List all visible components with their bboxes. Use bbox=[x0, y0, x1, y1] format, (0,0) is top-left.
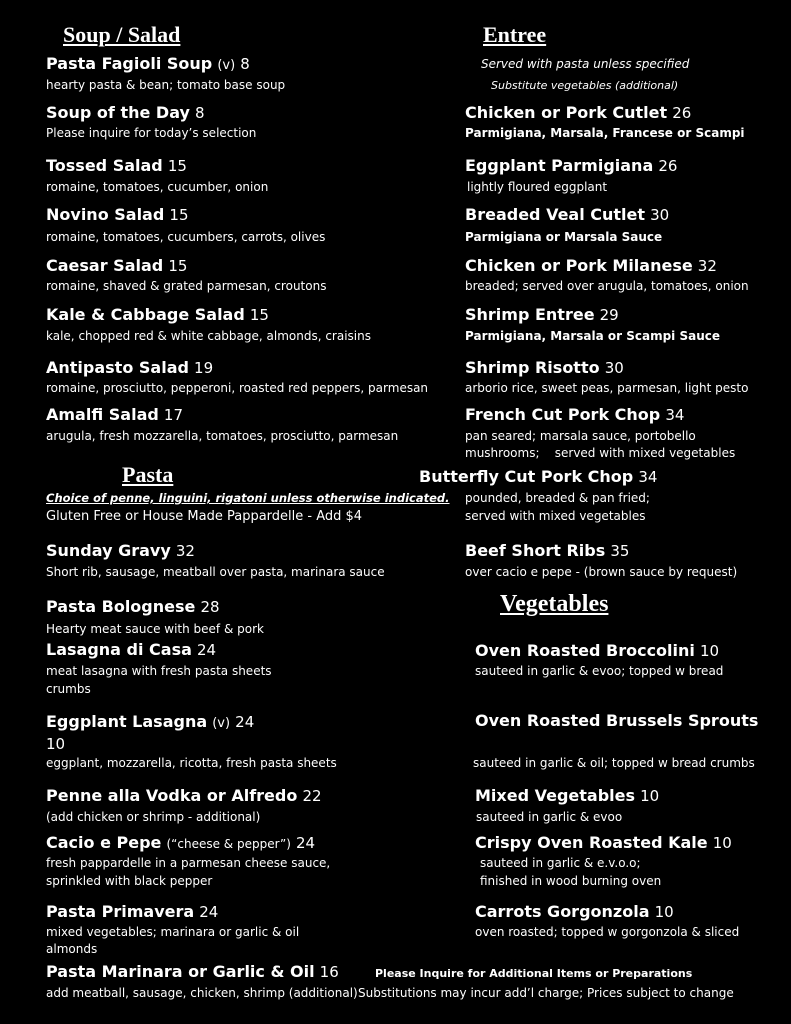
section-title-pasta: Pasta bbox=[122, 462, 174, 487]
item-description: romaine, tomatoes, cucumbers, carrots, olives bbox=[46, 230, 326, 244]
item-price: 10 bbox=[654, 903, 674, 921]
item-description: arugula, fresh mozzarella, tomatoes, prosciutto, parmesan bbox=[46, 429, 399, 443]
item-description: crumbs bbox=[46, 682, 91, 696]
item-price: 24 bbox=[296, 834, 316, 852]
item-description: mushrooms; served with mixed vegetables bbox=[465, 446, 736, 460]
item-price: 30 bbox=[604, 359, 624, 377]
item-description: mixed vegetables; marinara or garlic & oil bbox=[46, 925, 300, 939]
item-description: sauteed in garlic & e.v.o.o; bbox=[480, 856, 641, 870]
item-name: Novino Salad bbox=[46, 205, 165, 224]
item-name: Caesar Salad bbox=[46, 256, 164, 275]
menu-item bbox=[46, 597, 220, 616]
item-name: Carrots Gorgonzola bbox=[475, 902, 650, 921]
menu-item bbox=[465, 256, 717, 275]
item-price: 32 bbox=[697, 257, 717, 275]
item-price: 34 bbox=[638, 468, 658, 486]
pasta-note: Choice of penne, linguini, rigatoni unless otherwise indicated. bbox=[46, 491, 450, 505]
item-description: arborio rice, sweet peas, parmesan, light pesto bbox=[465, 381, 749, 395]
section-title-vegetables: Vegetables bbox=[500, 591, 609, 617]
menu-item bbox=[475, 711, 758, 730]
item-price: 34 bbox=[665, 406, 685, 424]
item-name: Lasagna di Casa bbox=[46, 640, 192, 659]
item-description: pounded, breaded & pan fried; bbox=[465, 491, 650, 505]
item-description: finished in wood burning oven bbox=[480, 874, 662, 888]
item-name: Antipasto Salad bbox=[46, 358, 189, 377]
item-extra: 10 bbox=[46, 735, 66, 753]
item-description: almonds bbox=[46, 942, 98, 956]
item-description: sauteed in garlic & evoo bbox=[476, 810, 623, 824]
menu-item bbox=[46, 256, 187, 275]
item-price: 26 bbox=[672, 104, 692, 122]
item-name: Pasta Primavera bbox=[46, 902, 195, 921]
item-description: served with mixed vegetables bbox=[465, 509, 646, 523]
item-description: romaine, shaved & grated parmesan, croutons bbox=[46, 279, 327, 293]
item-price: 17 bbox=[163, 406, 184, 424]
item-name: French Cut Pork Chop bbox=[465, 405, 661, 424]
item-description: fresh pappardelle in a parmesan cheese sauce, bbox=[46, 856, 331, 870]
item-description: meat lasagna with fresh pasta sheets bbox=[46, 664, 272, 678]
item-name: Mixed Vegetables bbox=[475, 786, 636, 805]
menu-item bbox=[475, 902, 674, 921]
item-name: Chicken or Pork Milanese bbox=[465, 256, 693, 275]
item-name: Oven Roasted Brussels Sprouts bbox=[475, 711, 759, 730]
section-title-soup-salad: Soup / Salad bbox=[63, 22, 181, 47]
menu-item bbox=[465, 358, 624, 377]
item-description: romaine, prosciutto, pepperoni, roasted red peppers, parmesan bbox=[46, 381, 429, 395]
entree-note: Substitute vegetables (additional) bbox=[491, 79, 679, 92]
item-name: Soup of the Day bbox=[46, 103, 190, 122]
menu-item bbox=[475, 786, 659, 805]
item-price: 10 bbox=[699, 642, 720, 660]
item-description: add meatball, sausage, chicken, shrimp (additional) bbox=[46, 986, 358, 1000]
item-price: 24 bbox=[196, 641, 217, 659]
item-price: 24 bbox=[235, 713, 255, 731]
item-description: Parmigiana, Marsala or Scampi Sauce bbox=[465, 329, 720, 343]
menu-item bbox=[475, 641, 719, 660]
item-name: Shrimp Risotto bbox=[465, 358, 600, 377]
item-description: (add chicken or shrimp - additional) bbox=[46, 810, 261, 824]
menu-item bbox=[465, 205, 669, 224]
item-description: oven roasted; topped w gorgonzola & sliced bbox=[475, 925, 740, 939]
section-title-entree: Entree bbox=[483, 22, 547, 47]
item-price: 8 bbox=[240, 55, 250, 73]
item-price: 28 bbox=[200, 598, 220, 616]
item-name: Oven Roasted Broccolini bbox=[475, 641, 695, 660]
item-name: Beef Short Ribs bbox=[465, 541, 606, 560]
menu-item bbox=[46, 902, 218, 921]
item-name: Pasta Bolognese bbox=[46, 597, 196, 616]
item-name: Cacio e Pepe bbox=[46, 833, 162, 852]
entree-note: Served with pasta unless specified bbox=[481, 57, 690, 71]
item-price: 24 bbox=[199, 903, 219, 921]
item-price: 30 bbox=[650, 206, 670, 224]
item-description: Hearty meat sauce with beef & pork bbox=[46, 622, 264, 636]
menu-item bbox=[46, 712, 254, 731]
menu-item bbox=[46, 205, 189, 224]
menu-item bbox=[46, 156, 187, 175]
item-description: hearty pasta & bean; tomato base soup bbox=[46, 78, 286, 92]
item-price: 10 bbox=[712, 834, 732, 852]
menu-item bbox=[465, 156, 677, 175]
item-price: 22 bbox=[302, 787, 322, 805]
item-price: 15 bbox=[249, 306, 269, 324]
item-name: Shrimp Entree bbox=[465, 305, 595, 324]
item-name: Chicken or Pork Cutlet bbox=[465, 103, 668, 122]
item-price: 19 bbox=[194, 359, 214, 377]
menu-item bbox=[475, 833, 732, 852]
item-description: eggplant, mozzarella, ricotta, fresh pasta sheets bbox=[46, 756, 337, 770]
item-price: 15 bbox=[167, 157, 187, 175]
item-price: 29 bbox=[599, 306, 619, 324]
item-price: 26 bbox=[658, 157, 678, 175]
menu-item bbox=[46, 541, 195, 560]
menu-item bbox=[465, 541, 629, 560]
item-name: Butterfly Cut Pork Chop bbox=[419, 467, 634, 486]
menu-item bbox=[46, 962, 339, 981]
item-price: 32 bbox=[175, 542, 195, 560]
menu-item bbox=[46, 640, 216, 659]
menu-item bbox=[46, 305, 269, 324]
item-description: lightly floured eggplant bbox=[467, 180, 608, 194]
menu-item bbox=[46, 405, 183, 424]
item-description: Short rib, sausage, meatball over pasta, marinara sauce bbox=[46, 565, 385, 579]
menu-item bbox=[465, 103, 691, 122]
menu-item bbox=[46, 786, 322, 805]
item-tag: (v) bbox=[217, 58, 236, 73]
item-name: Sunday Gravy bbox=[46, 541, 171, 560]
menu-item bbox=[46, 54, 250, 73]
item-name: Breaded Veal Cutlet bbox=[465, 205, 646, 224]
item-description: breaded; served over arugula, tomatoes, onion bbox=[465, 279, 749, 293]
item-name: Pasta Fagioli Soup bbox=[46, 54, 213, 73]
menu-item bbox=[419, 467, 657, 486]
item-price: 8 bbox=[195, 104, 205, 122]
menu-item bbox=[465, 305, 619, 324]
menu-item bbox=[46, 358, 213, 377]
footer-note: Substitutions may incur add’l charge; Prices subject to change bbox=[358, 986, 734, 1000]
item-name: Amalfi Salad bbox=[46, 405, 159, 424]
item-name: Crispy Oven Roasted Kale bbox=[475, 833, 708, 852]
item-description: kale, chopped red & white cabbage, almonds, craisins bbox=[46, 329, 371, 343]
item-description: sprinkled with black pepper bbox=[46, 874, 213, 888]
item-description: sauteed in garlic & oil; topped w bread crumbs bbox=[473, 756, 755, 770]
item-name: Eggplant Parmigiana bbox=[465, 156, 654, 175]
item-name: Penne alla Vodka or Alfredo bbox=[46, 786, 298, 805]
item-description: pan seared; marsala sauce, portobello bbox=[465, 429, 696, 443]
item-description: Please inquire for today’s selection bbox=[46, 126, 257, 140]
item-price: 15 bbox=[169, 206, 189, 224]
item-description: sauteed in garlic & evoo; topped w bread bbox=[475, 664, 724, 678]
item-price: 35 bbox=[610, 542, 630, 560]
item-name: Pasta Marinara or Garlic & Oil bbox=[46, 962, 315, 981]
menu-item bbox=[46, 103, 205, 122]
menu-item bbox=[46, 833, 315, 852]
item-price: 16 bbox=[319, 963, 339, 981]
item-tag: (v) bbox=[212, 716, 231, 731]
item-description: over cacio e pepe - (brown sauce by request) bbox=[465, 565, 738, 579]
pasta-note: Gluten Free or House Made Pappardelle - Add $4 bbox=[46, 509, 363, 524]
item-price: 10 bbox=[640, 787, 660, 805]
item-name: Tossed Salad bbox=[46, 156, 163, 175]
item-name: Kale & Cabbage Salad bbox=[46, 305, 245, 324]
item-description: Parmigiana or Marsala Sauce bbox=[465, 230, 663, 244]
footer-note: Please Inquire for Additional Items or Preparations bbox=[375, 967, 693, 980]
item-description: romaine, tomatoes, cucumber, onion bbox=[46, 180, 269, 194]
menu-item bbox=[465, 405, 684, 424]
item-description: Parmigiana, Marsala, Francese or Scampi bbox=[465, 126, 745, 140]
item-name: Eggplant Lasagna bbox=[46, 712, 208, 731]
item-tag: (“cheese & pepper”) bbox=[166, 837, 291, 851]
item-price: 15 bbox=[168, 257, 188, 275]
